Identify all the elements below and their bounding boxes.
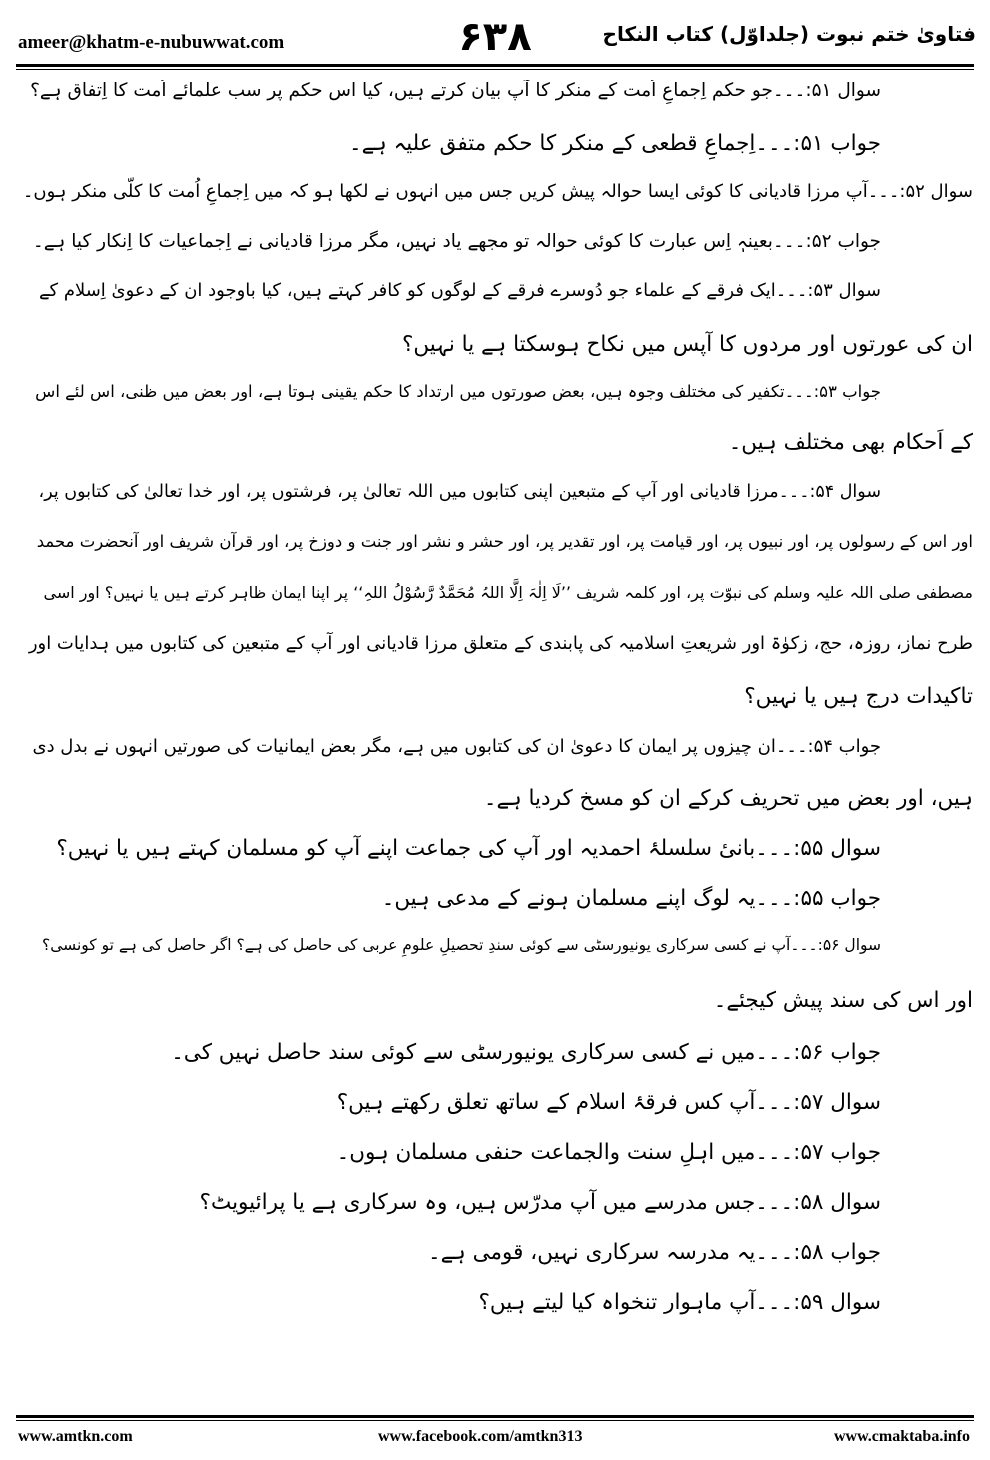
text-line: جواب ۵۲:۔۔۔بعینہٖ اِس عبارت کا کوئی حوالہ تو مجھے یاد نہیں، مگر مرزا قادیانی نے اِجماعیات کا اِنکار کیا ہے۔ [32, 231, 881, 252]
text-line: سوال ۵۹:۔۔۔آپ ماہوار تنخواہ کیا لیتے ہیں؟ [478, 1290, 881, 1315]
text-line: سوال ۵۳:۔۔۔ایک فرقے کے علماء جو دُوسرے فرقے کے لوگوں کو کافر کہتے ہیں، کیا باوجود ان کے دعویٰ اِسلام کے [38, 280, 881, 301]
footer-link-facebook[interactable]: www.facebook.com/amtkn313 [378, 1428, 583, 1445]
text-line: کے اَحکام بھی مختلف ہیں۔ [728, 430, 973, 455]
page-body [18, 80, 973, 1405]
page-number: ۶۳۸ [458, 14, 532, 60]
text-line: جواب ۵۴:۔۔۔ان چیزوں پر ایمان کا دعویٰ ان کی کتابوں میں ہے، مگر بعض ایمانیات کی صورتیں انہوں نے بدل دی [32, 736, 881, 757]
text-line: اور اس کے رسولوں پر، اور نبیوں پر، اور قیامت پر، اور تقدیر پر، اور حشر و نشر اور جنت و دوزخ پر، اور قرآن شریف اور آنحضرت محمد [36, 532, 973, 551]
page-header [0, 0, 990, 70]
text-line: مصطفی صلی اللہ علیہ وسلم کی نبوّت پر، اور کلمہ شریف ’’لَا اِلٰہَ اِلَّا اللہُ مُحَمَّدٌ رَّسُوْلُ اللہِ‘‘ پر اپنا ایمان ظاہر کرتے ہیں یا نہیں؟ اور اسی [43, 583, 973, 602]
text-line: جواب ۵۱:۔۔۔اِجماعِ قطعی کے منکر کا حکم متفق علیہ ہے۔ [348, 131, 881, 156]
text-line: جواب ۵۷:۔۔۔میں اہلِ سنت والجماعت حنفی مسلمان ہوں۔ [336, 1140, 881, 1165]
header-rule [16, 64, 974, 67]
footer-rule-thin [16, 1420, 974, 1421]
text-line: سوال ۵۷:۔۔۔آپ کس فرقۂ اسلام کے ساتھ تعلق رکھتے ہیں؟ [336, 1090, 881, 1115]
text-line: جواب ۵۵:۔۔۔یہ لوگ اپنے مسلمان ہونے کے مدعی ہیں۔ [381, 886, 881, 911]
text-line: تاکیدات درج ہیں یا نہیں؟ [744, 684, 973, 709]
text-line: جواب ۵۳:۔۔۔تکفیر کی مختلف وجوہ ہیں، بعض صورتوں میں ارتداد کا حکم یقینی ہوتا ہے، اور بعض میں ظنی، اس لئے اس [35, 382, 881, 401]
book-title: فتاویٰ ختم نبوت (جلداوّل) کتاب النکاح [602, 22, 976, 46]
text-line: سوال ۵۴:۔۔۔مرزا قادیانی اور آپ کے متبعین اپنی کتابوں میں اللہ تعالیٰ پر، فرشتوں پر، اور خدا تعالیٰ کی کتابوں پر، [38, 482, 881, 502]
page-footer [0, 1425, 990, 1455]
text-line: طرح نماز، روزہ، حج، زکوٰۃ اور شریعتِ اسلامیہ کی پابندی کے متعلق مرزا قادیانی اور آپ کے متبعین کی کتابوں میں ہدایات اور [28, 633, 973, 654]
header-rule-thin [16, 69, 974, 70]
footer-rule [16, 1415, 974, 1418]
text-line: جواب ۵۶:۔۔۔میں نے کسی سرکاری یونیورسٹی سے کوئی سند حاصل نہیں کی۔ [171, 1040, 881, 1065]
text-line: ہیں، اور بعض میں تحریف کرکے ان کو مسخ کردیا ہے۔ [483, 786, 973, 811]
text-line: اور اس کی سند پیش کیجئے۔ [713, 988, 973, 1013]
text-line: ان کی عورتوں اور مردوں کا آپس میں نکاح ہوسکتا ہے یا نہیں؟ [401, 332, 973, 357]
text-line: سوال ۵۵:۔۔۔بانیٔ سلسلۂ احمدیہ اور آپ کی جماعت اپنے آپ کو مسلمان کہتے ہیں یا نہیں؟ [56, 836, 881, 861]
text-line: سوال ۵۲:۔۔۔آپ مرزا قادیانی کا کوئی ایسا حوالہ پیش کریں جس میں انہوں نے لکھا ہو کہ میں اِجماعِ اُمت کا کلّی منکر ہوں۔ [22, 181, 973, 202]
footer-link-amtkn[interactable]: www.amtkn.com [18, 1428, 133, 1445]
text-line: سوال ۵۶:۔۔۔آپ نے کسی سرکاری یونیورسٹی سے کوئی سندِ تحصیلِ علومِ عربی کی حاصل کی ہے؟ اگر حاصل کی ہے تو کونسی؟ [41, 936, 881, 954]
header-email: ameer@khatm-e-nubuwwat.com [18, 32, 285, 53]
text-line: سوال ۵۸:۔۔۔جس مدرسے میں آپ مدرّس ہیں، وہ سرکاری ہے یا پرائیویٹ؟ [199, 1190, 881, 1215]
text-line: سوال ۵۱:۔۔۔جو حکم اِجماعِ اُمت کے منکر کا آپ بیان کرتے ہیں، کیا اس حکم پر سب علمائے اُمت کا اِتفاق ہے؟ [30, 80, 881, 101]
text-line: جواب ۵۸:۔۔۔یہ مدرسہ سرکاری نہیں، قومی ہے۔ [427, 1240, 881, 1265]
footer-link-cmaktaba[interactable]: www.cmaktaba.info [833, 1428, 970, 1445]
